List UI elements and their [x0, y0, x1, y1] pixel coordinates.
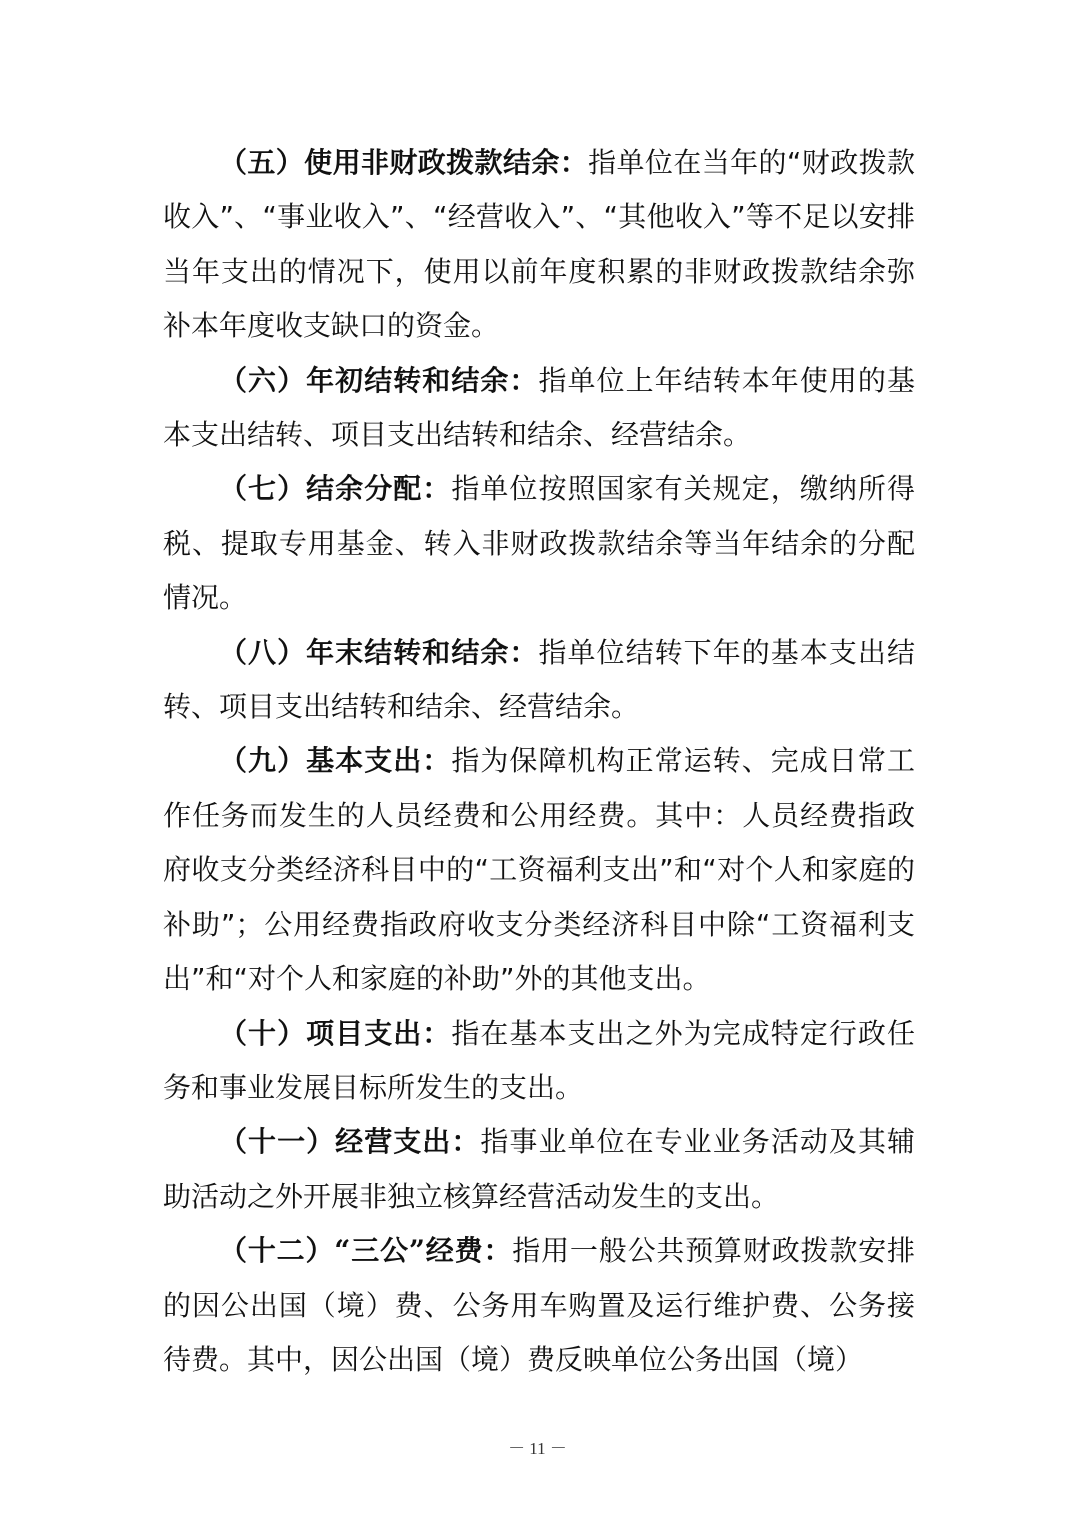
paragraph-10: [163, 1007, 915, 1116]
page-number: － 11 －: [508, 1439, 567, 1458]
paragraph-7: [163, 462, 915, 625]
paragraph-text: 指用一般公共预算财政拨款安排的因公出国（境）费、公务用车购置及运行维护费、公务接待费。其中，因公出国（境）费反映单位公务出国（境）: [163, 1234, 915, 1376]
paragraph-text: 指单位上年结转本年使用的基本支出结转、项目支出结转和结余、经营结余。: [163, 363, 915, 452]
document-body: [163, 136, 915, 1387]
paragraph-12: [163, 1224, 915, 1387]
paragraph-text: 指单位按照国家有关规定，缴纳所得税、提取专用基金、转入非财政拨款结余等当年结余的分配情况。: [163, 472, 915, 615]
paragraph-text: 指单位在当年的“财政拨款收入”、“事业收入”、“经营收入”、“其他收入”等不足以安排当年支出的情况下，使用以前年度积累的非财政拨款结余弥补本年度收支缺口的资金。: [163, 146, 915, 343]
paragraph-text: 指单位结转下年的基本支出结转、项目支出结转和结余、经营结余。: [163, 635, 915, 724]
paragraph-heading: （十二）“三公”经费：: [219, 1234, 513, 1268]
paragraph-heading: （八）年末结转和结余：: [219, 635, 539, 669]
paragraph-heading: （五）使用非财政拨款结余：: [219, 146, 589, 179]
paragraph-8: [163, 626, 915, 735]
paragraph-heading: （十一）经营支出：: [219, 1125, 481, 1159]
paragraph-text: 指事业单位在专业业务活动及其辅助活动之外开展非独立核算经营活动发生的支出。: [163, 1125, 915, 1213]
paragraph-heading: （七）结余分配：: [219, 472, 452, 506]
paragraph-text: 指为保障机构正常运转、完成日常工作任务而发生的人员经费和公用经费。其中：人员经费指政府收支分类经济科目中的“工资福利支出”和“对个人和家庭的补助”；公用经费指政府收支分类经济科目中除“工资福利支出”和“对个人和家庭的补助”外的其他支出。: [163, 744, 915, 996]
paragraph-11: [163, 1115, 915, 1224]
paragraph-text: 指在基本支出之外为完成特定行政任务和事业发展目标所发生的支出。: [163, 1016, 915, 1104]
paragraph-heading: （九）基本支出：: [219, 744, 452, 778]
paragraph-5: [163, 136, 915, 354]
paragraph-heading: （十）项目支出：: [219, 1016, 452, 1050]
paragraph-9: [163, 734, 915, 1006]
paragraph-6: [163, 354, 915, 463]
paragraph-heading: （六）年初结转和结余：: [219, 363, 539, 397]
